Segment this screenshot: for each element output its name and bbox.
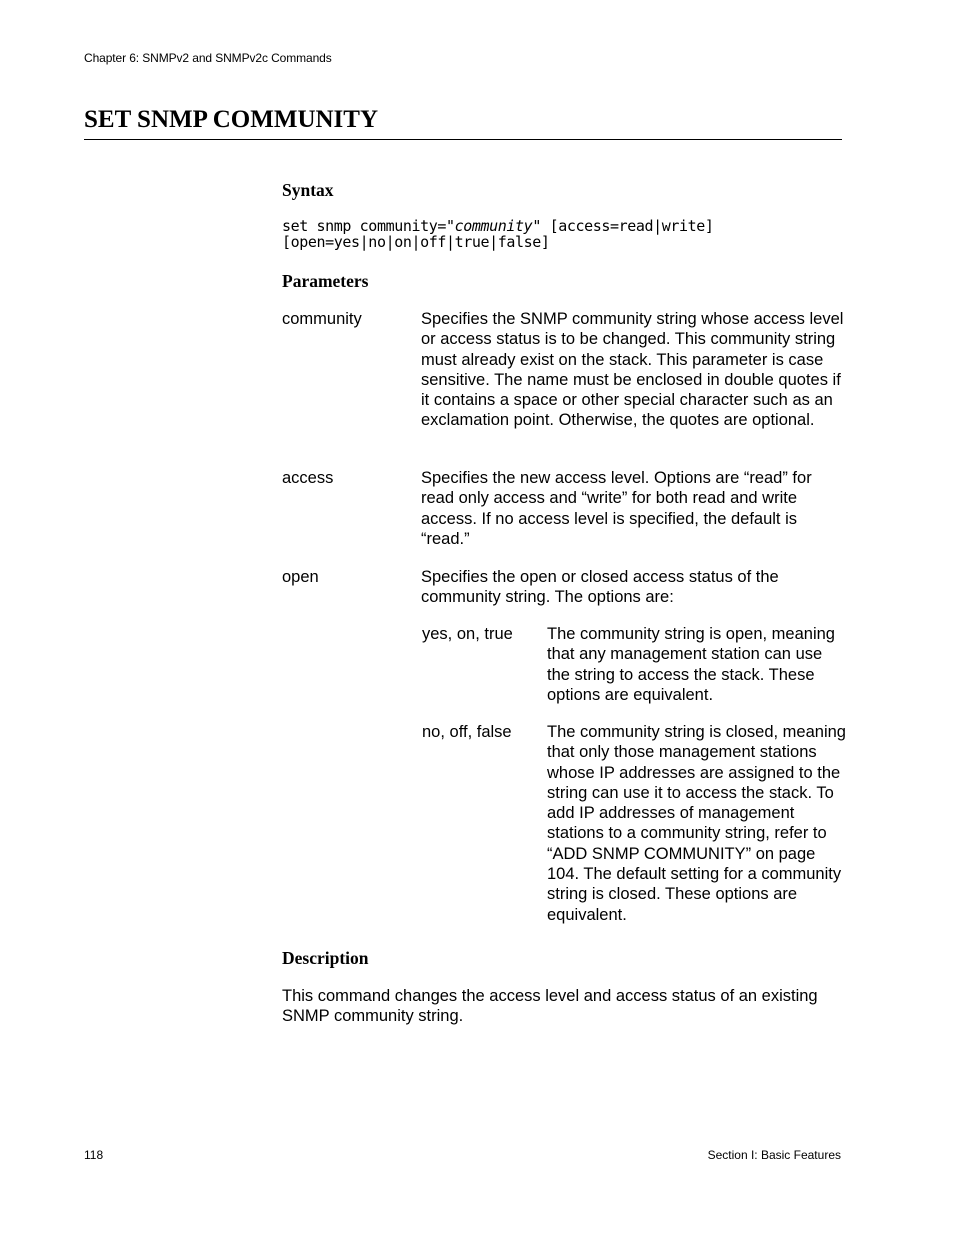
option-desc-closed: The community string is closed, meaning that only those management stations whose IP addresses are assigned to the string can use it to access the stack. To add IP addresses of management stations to a community string, refer to “ADD SNMP COMMUNITY” on page 104. The default setting for a community string is closed. These options are equivalent. (547, 723, 846, 924)
syntax-block (282, 218, 714, 250)
param-desc-community: Specifies the SNMP community string whose access level or access status is to be changed. This community string must already exist on the stack. This parameter is case sensitive. The name must be enclosed in double quotes if it contains a space or other special character such as an exclamation point. Otherwise, the quotes are optional. (421, 310, 844, 430)
syntax-variable: community (454, 217, 533, 235)
option-desc-open: The community string is open, meaning that any management station can use the string to access the stack. These options are equivalent. (547, 625, 835, 704)
page-number: 118 (84, 1148, 104, 1162)
running-head: Chapter 6: SNMPv2 and SNMPv2c Commands (84, 51, 332, 65)
description-text: This command changes the access level and access status of an existing SNMP community string. (282, 987, 818, 1026)
param-name-open: open (282, 568, 319, 586)
description-heading: Description (282, 948, 369, 968)
param-desc-access: Specifies the new access level. Options are “read” for read only access and “write” for both read and write access. If no access level is specified, the default is “read.” (421, 469, 812, 548)
page-title: SET SNMP COMMUNITY (84, 106, 379, 133)
param-name-access: access (282, 469, 334, 487)
syntax-suffix: " [access=read|write] (532, 217, 714, 235)
syntax-line-2: [open=yes|no|on|off|true|false] (282, 233, 550, 251)
option-name-open: yes, on, true (422, 625, 513, 643)
footer-section: Section I: Basic Features (707, 1148, 841, 1162)
syntax-heading: Syntax (282, 180, 334, 200)
param-desc-open: Specifies the open or closed access status of the community string. The options are: (421, 568, 779, 607)
title-rule (84, 139, 842, 140)
param-name-community: community (282, 310, 362, 328)
syntax-prefix: set snmp community=" (282, 217, 455, 235)
option-name-closed: no, off, false (422, 723, 512, 741)
parameters-heading: Parameters (282, 271, 369, 291)
